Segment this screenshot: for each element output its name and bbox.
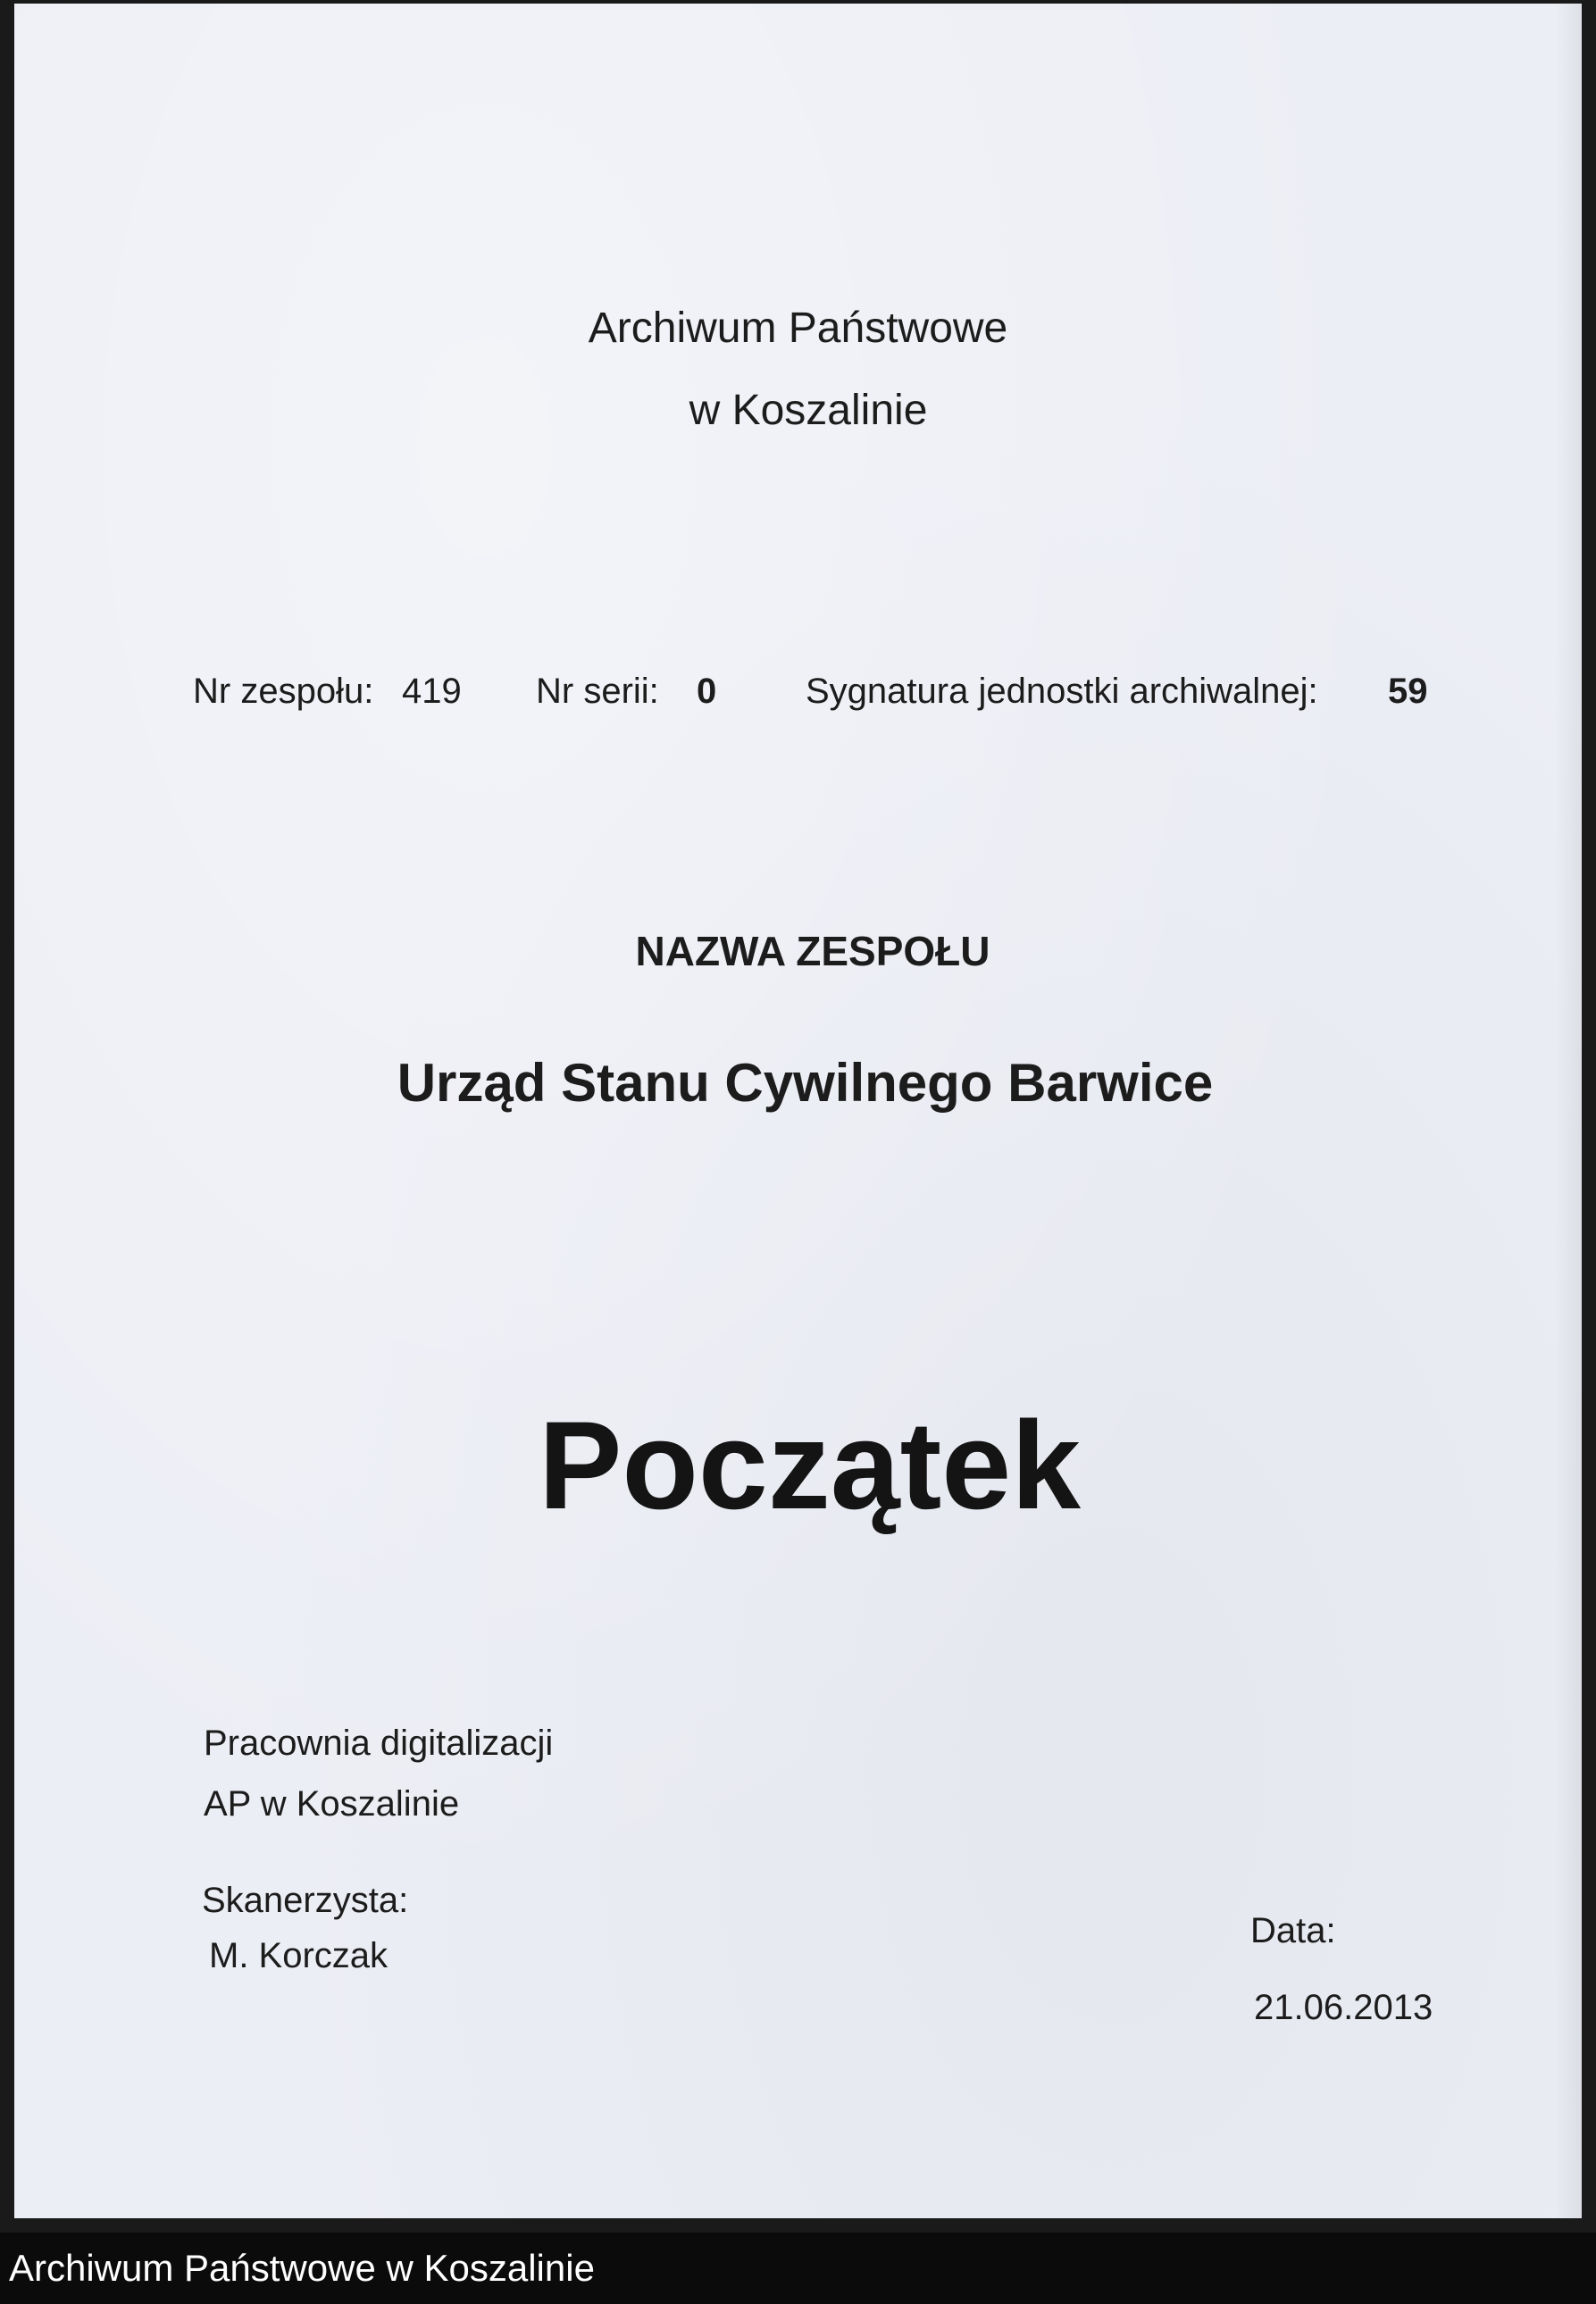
- caption-text: Archiwum Państwowe w Koszalinie: [9, 2247, 595, 2289]
- caption-bar: [0, 2233, 1596, 2304]
- scanner-label: Skanerzysta:: [202, 1881, 409, 1920]
- document-title: Początek: [539, 1395, 1081, 1535]
- fonds-number-value: 419: [402, 672, 462, 711]
- fonds-number-label: Nr zespołu:: [193, 672, 374, 711]
- archive-city: w Koszalinie: [689, 387, 928, 434]
- digitization-lab-line1: Pracownia digitalizacji: [204, 1724, 554, 1763]
- fonds-heading: NAZWA ZESPOŁU: [635, 928, 990, 974]
- date-label: Data:: [1250, 1911, 1336, 1950]
- archive-name: Archiwum Państwowe: [588, 305, 1008, 352]
- signature-value: 59: [1388, 672, 1428, 711]
- scanner-name: M. Korczak: [209, 1936, 389, 1975]
- series-number-label: Nr serii:: [536, 672, 659, 711]
- digitization-lab-line2: AP w Koszalinie: [204, 1784, 460, 1824]
- signature-label: Sygnatura jednostki archiwalnej:: [806, 672, 1318, 711]
- fonds-name: Urząd Stanu Cywilnego Barwice: [397, 1053, 1214, 1113]
- series-number-value: 0: [697, 672, 717, 711]
- date-value: 21.06.2013: [1254, 1988, 1433, 2027]
